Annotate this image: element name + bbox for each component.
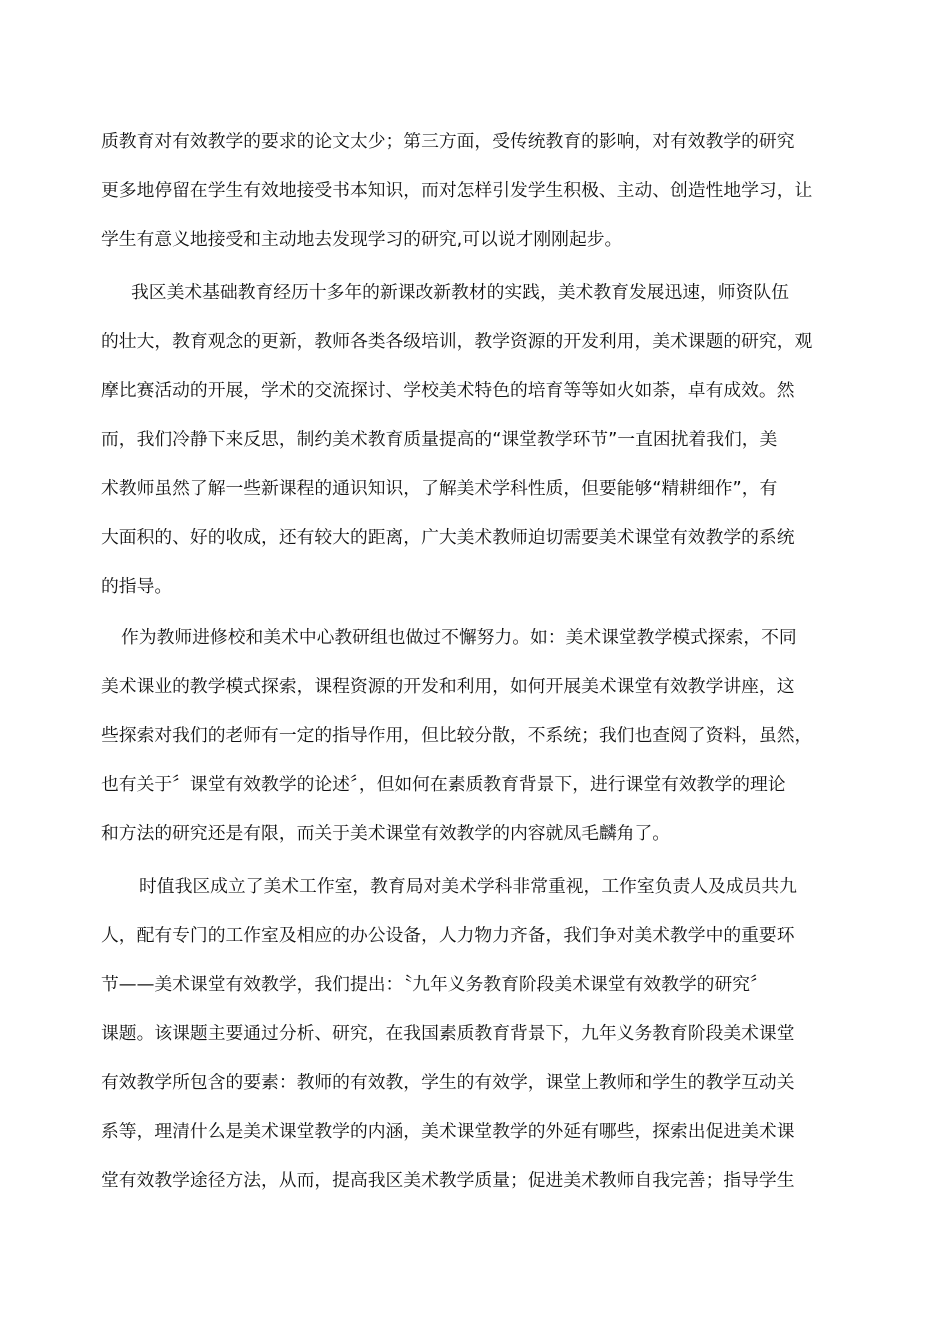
paragraph-2-line-5: 术教师虽然了解一些新课程的通识知识，了解美术学科性质，但要能够“精耕细作”，有 xyxy=(101,478,778,499)
paragraph-3-line-2: 美术课业的教学模式探索，课程资源的开发和利用，如何开展美术课堂有效教学讲座，这 xyxy=(101,676,795,697)
paragraph-1-line-1: 质教育对有效教学的要求的论文太少；第三方面，受传统教育的影响，对有效教学的研究 xyxy=(101,131,795,152)
paragraph-4-line-6: 系等，理清什么是美术课堂教学的内涵，美术课堂教学的外延有哪些，探索出促进美术课 xyxy=(101,1121,795,1142)
paragraph-2-line-6: 大面积的、好的收成，还有较大的距离，广大美术教师迫切需要美术课堂有效教学的系统 xyxy=(101,527,795,548)
paragraph-4-line-7: 堂有效教学途径方法，从而，提高我区美术教学质量；促进美术教师自我完善；指导学生 xyxy=(101,1170,795,1191)
paragraph-1-line-2: 更多地停留在学生有效地接受书本知识，而对怎样引发学生积极、主动、创造性地学习，让 xyxy=(101,180,813,201)
paragraph-2-line-7: 的指导。 xyxy=(101,576,173,597)
paragraph-3-line-5: 和方法的研究还是有限，而关于美术课堂有效教学的内容就凤毛麟角了。 xyxy=(101,823,671,844)
paragraph-3-line-3: 些探索对我们的老师有一定的指导作用，但比较分散，不系统；我们也查阅了资料，虽然， xyxy=(101,725,813,746)
paragraph-3-line-1: 作为教师进修校和美术中心教研组也做过不懈努力。如：美术课堂教学模式探索，不同 xyxy=(121,627,797,648)
paragraph-4-line-2: 人，配有专门的工作室及相应的办公设备，人力物力齐备，我们争对美术教学中的重要环 xyxy=(101,925,795,946)
paragraph-4-line-4: 课题。该课题主要通过分析、研究，在我国素质教育背景下，九年义务教育阶段美术课堂 xyxy=(101,1023,795,1044)
paragraph-4-line-1: 时值我区成立了美术工作室，教育局对美术学科非常重视，工作室负责人及成员共九 xyxy=(139,876,797,897)
paragraph-1-line-3: 学生有意义地接受和主动地去发现学习的研究,可以说才刚刚起步。 xyxy=(101,229,623,250)
paragraph-4-line-5: 有效教学所包含的要素：教师的有效教，学生的有效学，课堂上教师和学生的教学互动关 xyxy=(101,1072,795,1093)
paragraph-3-line-4: 也有关于〞课堂有效教学的论述〞，但如何在素质教育背景下，进行课堂有效教学的理论 xyxy=(101,774,786,795)
paragraph-2-line-1: 我区美术基础教育经历十多年的新课改新教材的实践，美术教育发展迅速，师资队伍 xyxy=(131,282,789,303)
paragraph-2-line-2: 的壮大，教育观念的更新，教师各类各级培训，教学资源的开发利用，美术课题的研究，观 xyxy=(101,331,813,352)
paragraph-2-line-3: 摩比赛活动的开展，学术的交流探讨、学校美术特色的培育等等如火如荼，卓有成效。然 xyxy=(101,380,795,401)
paragraph-2-line-4: 而，我们冷静下来反思，制约美术教育质量提高的“课堂教学环节”一直困扰着我们，美 xyxy=(101,429,778,450)
paragraph-4-line-3: 节——美术课堂有效教学，我们提出：〝九年义务教育阶段美术课堂有效教学的研究〞 xyxy=(101,974,768,995)
